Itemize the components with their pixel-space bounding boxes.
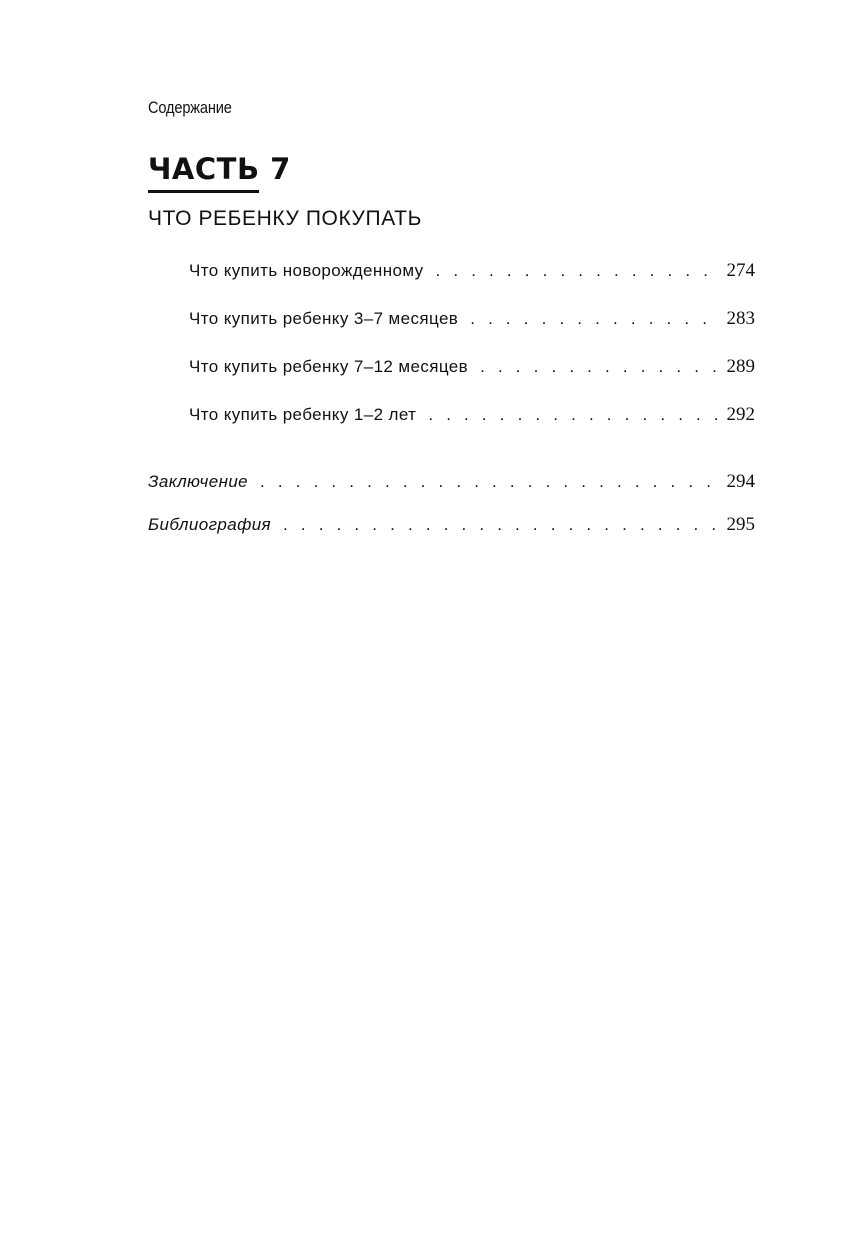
dot-leader bbox=[436, 258, 721, 284]
toc-entry[interactable] bbox=[189, 402, 755, 428]
running-head: Содержание bbox=[148, 98, 232, 117]
toc-entry-label: Библиография bbox=[148, 515, 272, 534]
toc-entry-label: Что купить новорожденному bbox=[189, 261, 424, 280]
toc-entry-label: Что купить ребенку 1–2 лет bbox=[189, 405, 417, 424]
part-heading-underline bbox=[148, 190, 259, 193]
toc-entry-bibliography[interactable] bbox=[148, 512, 755, 538]
toc-entry-page: 289 bbox=[726, 356, 755, 377]
part-number-heading: ЧАСТЬ 7 bbox=[148, 152, 291, 186]
toc-entry-conclusion[interactable] bbox=[148, 469, 755, 495]
toc-entry[interactable] bbox=[189, 258, 755, 284]
toc-entry-label: Что купить ребенку 7–12 месяцев bbox=[189, 357, 469, 376]
toc-entry-page: 274 bbox=[726, 260, 755, 281]
toc-entry[interactable] bbox=[189, 354, 755, 380]
dot-leader bbox=[428, 402, 720, 428]
part-title: ЧТО РЕБЕНКУ ПОКУПАТЬ bbox=[148, 207, 422, 230]
dot-leader bbox=[480, 354, 720, 380]
toc-entry-page: 295 bbox=[726, 514, 755, 535]
toc-entry-page: 292 bbox=[726, 404, 755, 425]
toc-entry[interactable] bbox=[189, 306, 755, 332]
toc-entry-page: 294 bbox=[726, 471, 755, 492]
dot-leader bbox=[470, 306, 720, 332]
toc-entry-page: 283 bbox=[726, 308, 755, 329]
dot-leader bbox=[260, 469, 720, 495]
toc-entry-label: Заключение bbox=[148, 472, 249, 491]
dot-leader bbox=[283, 512, 720, 538]
toc-entry-label: Что купить ребенку 3–7 месяцев bbox=[189, 309, 459, 328]
